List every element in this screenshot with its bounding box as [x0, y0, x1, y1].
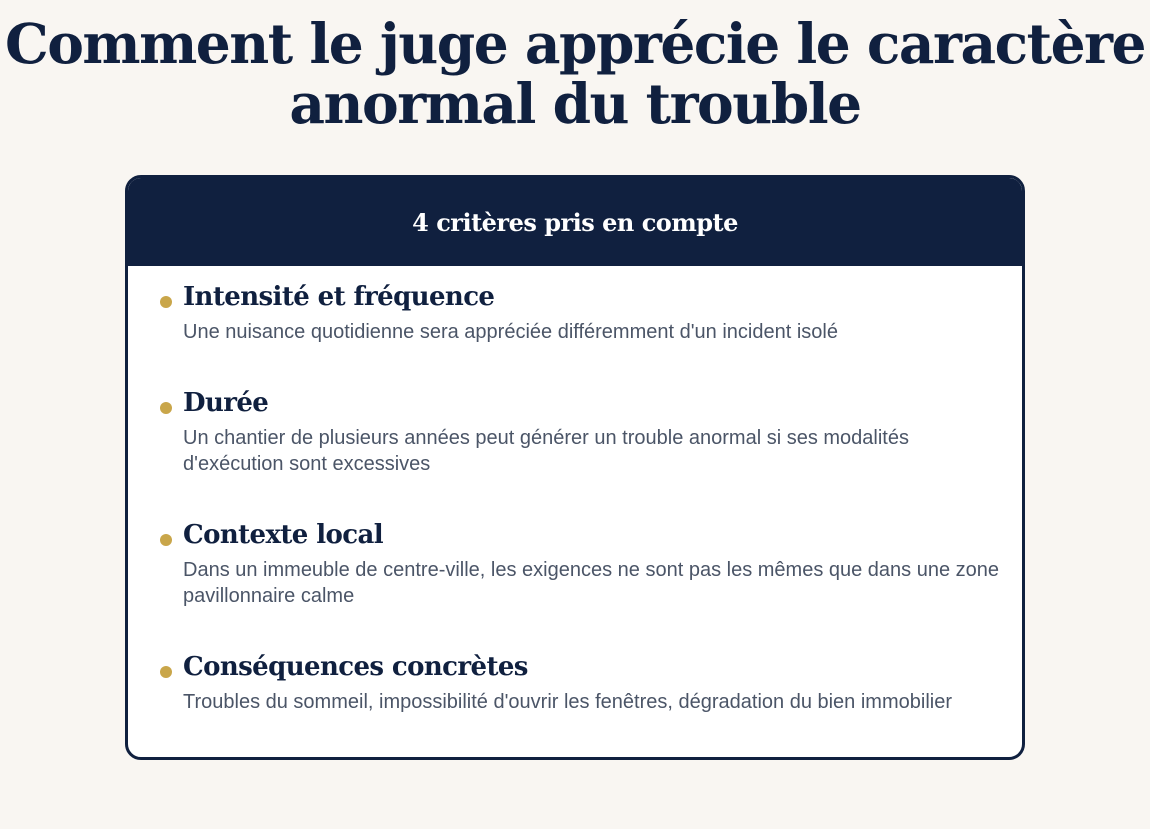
criterion-title: Intensité et fréquence	[183, 282, 495, 312]
criterion-item	[183, 280, 1003, 345]
criterion-title: Contexte local	[183, 520, 383, 550]
criterion-item	[183, 518, 1003, 609]
criterion-item	[183, 386, 1003, 477]
card-header-title: 4 critères pris en compte	[412, 207, 738, 237]
gold-bullet-icon	[160, 296, 172, 308]
criterion-description: Une nuisance quotidienne sera appréciée différemment d'un incident isolé	[183, 321, 838, 343]
gold-bullet-icon	[160, 534, 172, 546]
criterion-title: Conséquences concrètes	[183, 652, 528, 682]
card-header	[128, 178, 1022, 266]
criterion-description: Troubles du sommeil, impossibilité d'ouvrir les fenêtres, dégradation du bien immobilier	[183, 691, 952, 713]
page-title: Comment le juge apprécie le caractère anormal du trouble	[4, 11, 1146, 136]
criterion-description: Un chantier de plusieurs années peut générer un trouble anormal si ses modalités d'exécution sont excessives	[183, 427, 909, 475]
gold-bullet-icon	[160, 402, 172, 414]
gold-bullet-icon	[160, 666, 172, 678]
criterion-item	[183, 650, 1003, 715]
criterion-description: Dans un immeuble de centre-ville, les exigences ne sont pas les mêmes que dans une zone pavillonnaire calme	[183, 559, 1000, 607]
criteria-card	[125, 175, 1025, 760]
criterion-title: Durée	[183, 388, 269, 418]
